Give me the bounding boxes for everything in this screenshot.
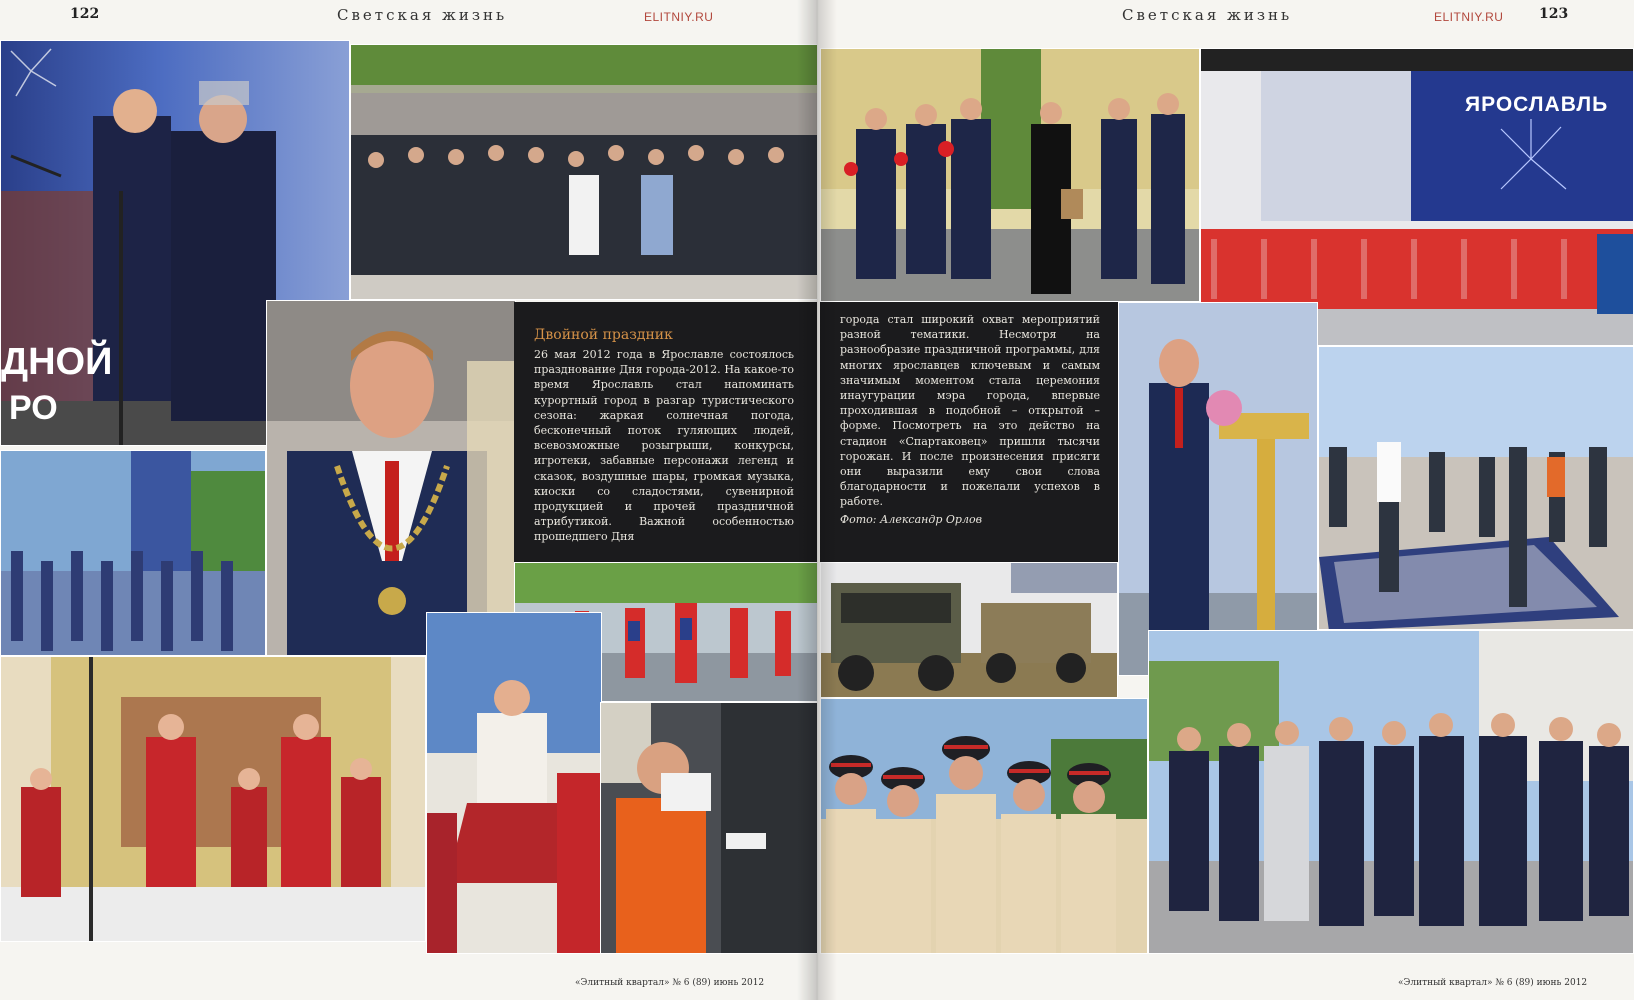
article-text-column-2	[820, 302, 1118, 562]
article-text-column-1	[514, 302, 817, 562]
photo-folk-dancers-church	[0, 656, 426, 942]
article-body-part-1: 26 мая 2012 года в Ярославле состоялось празднование Дня города-2012. На какое-то время Ярославль стал напоминать курортный город в разгар туристического сезона: жаркая солнечная погода, бесконечный поток гуляющих людей, всевозможные розыгрыши, конкурсы, игротеки, забавные персонажи легенд и сказок, воздушные шары, громкая музыка, киоски со сладостями, сувенирной продукцией и прочей праздничной атрибутикой. Важной особенностью прошедшего Дня	[534, 348, 794, 544]
photo-square-board-game	[1318, 346, 1634, 630]
footer-left: «Элитный квартал» № 6 (89) июнь 2012	[575, 978, 765, 988]
stage-banner-text-2: РО	[9, 389, 58, 427]
photo-dancers-flags	[0, 450, 266, 656]
footer-right: «Элитный квартал» № 6 (89) июнь 2012	[1398, 978, 1588, 988]
photo-credit: Фото: Александр Орлов	[840, 512, 982, 526]
photo-officials-street	[1148, 630, 1634, 954]
page-number-left: 122	[70, 6, 100, 22]
photo-offroad-cars	[820, 562, 1118, 698]
right-page	[817, 0, 1634, 1000]
article-title: Двойной праздник	[534, 327, 673, 343]
photo-man-orange-shirt	[600, 702, 817, 954]
site-url-left: ELITNIY.RU	[644, 10, 714, 24]
photo-mayor-chain	[266, 300, 516, 656]
page-number-right: 123	[1539, 6, 1569, 22]
photo-cossack-boys	[820, 698, 1148, 954]
stage-banner-text-1: ДНОЙ	[1, 341, 113, 383]
article-body-part-2: города стал широкий охват мероприятий разной тематики. Несмотря на разнообразие праздничной программы, для многих ярославцев ключевым и самым значимым моментом стала церемония инаугурации мэра города, впервые проходившая в подобной – открытой – форме. Посмотреть на это действо на стадион «Спартаковец» пришли тысячи горожан. И после произнесения присяги они выразили ему свои слова благодарности и пожелали успехов в работе.	[840, 313, 1100, 509]
photo-officials-walking-flowers	[820, 48, 1200, 302]
stage-banner-yaroslavl: ЯРОСЛАВЛЬ	[1465, 93, 1609, 116]
section-title-right: Светская жизнь	[1122, 6, 1293, 24]
section-title-left: Светская жизнь	[337, 6, 508, 24]
site-url-right: ELITNIY.RU	[1434, 10, 1504, 24]
photo-mayor-podium	[1118, 302, 1318, 676]
photo-officials-crowd	[350, 44, 817, 300]
photo-girl-dancer	[426, 612, 602, 954]
